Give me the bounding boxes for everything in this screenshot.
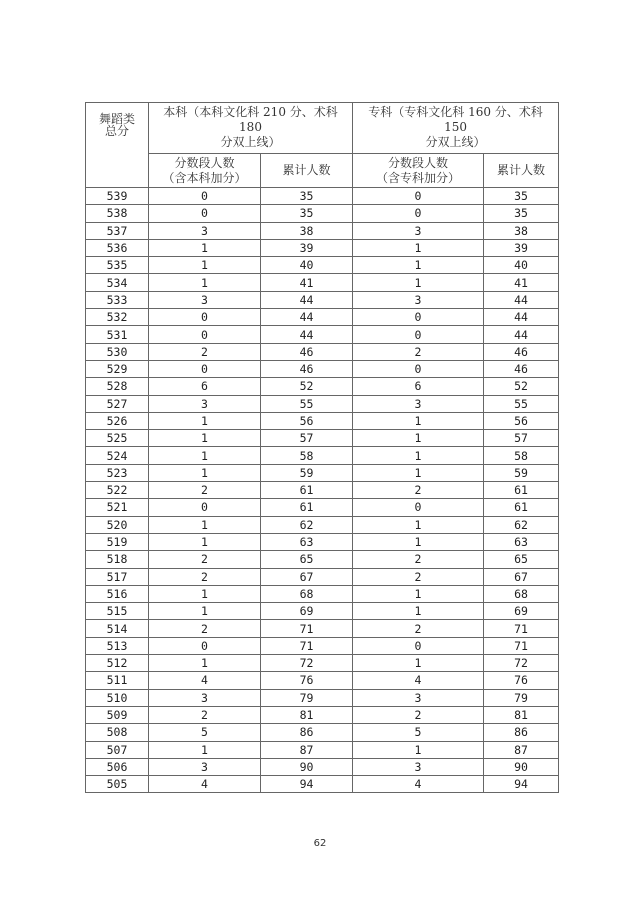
table-row <box>86 758 559 775</box>
junior-count-header <box>353 154 484 188</box>
junior-count-cell: 1 <box>353 257 484 274</box>
junior-count-cell: 1 <box>353 655 484 672</box>
undergrad-count-cell: 1 <box>149 239 261 256</box>
undergrad-count-cell: 1 <box>149 533 261 550</box>
total-score-cell: 510 <box>86 689 149 706</box>
junior-cumulative-cell: 61 <box>484 499 559 516</box>
total-score-cell: 530 <box>86 343 149 360</box>
total-score-cell: 514 <box>86 620 149 637</box>
junior-cumulative-cell: 56 <box>484 412 559 429</box>
undergrad-count-cell: 3 <box>149 758 261 775</box>
undergrad-count-cell: 1 <box>149 430 261 447</box>
total-score-cell: 507 <box>86 741 149 758</box>
undergrad-cumulative-cell: 69 <box>261 603 353 620</box>
total-score-header <box>86 103 149 188</box>
undergrad-count-cell: 1 <box>149 585 261 602</box>
junior-cumulative-header: 累计人数 <box>484 154 559 188</box>
junior-cumulative-cell: 65 <box>484 551 559 568</box>
undergrad-cumulative-cell: 56 <box>261 412 353 429</box>
junior-count-cell: 2 <box>353 620 484 637</box>
junior-cumulative-cell: 67 <box>484 568 559 585</box>
junior-count-cell: 1 <box>353 464 484 481</box>
undergrad-cumulative-cell: 44 <box>261 309 353 326</box>
undergrad-cumulative-cell: 90 <box>261 758 353 775</box>
undergrad-count-cell: 2 <box>149 620 261 637</box>
undergrad-count-cell: 1 <box>149 464 261 481</box>
undergrad-count-cell: 2 <box>149 343 261 360</box>
total-score-cell: 518 <box>86 551 149 568</box>
junior-cumulative-cell: 79 <box>484 689 559 706</box>
junior-cumulative-cell: 71 <box>484 620 559 637</box>
junior-count-cell: 1 <box>353 239 484 256</box>
undergrad-cumulative-cell: 39 <box>261 239 353 256</box>
table-row <box>86 205 559 222</box>
undergrad-cumulative-cell: 46 <box>261 343 353 360</box>
total-score-cell: 531 <box>86 326 149 343</box>
junior-count-cell: 1 <box>353 741 484 758</box>
table-row <box>86 274 559 291</box>
table-row <box>86 239 559 256</box>
junior-count-cell: 1 <box>353 603 484 620</box>
total-score-cell: 519 <box>86 533 149 550</box>
junior-count-cell: 2 <box>353 551 484 568</box>
junior-cumulative-cell: 39 <box>484 239 559 256</box>
junior-cumulative-cell: 40 <box>484 257 559 274</box>
undergrad-cumulative-cell: 68 <box>261 585 353 602</box>
undergrad-cumulative-cell: 62 <box>261 516 353 533</box>
undergrad-count-cell: 1 <box>149 655 261 672</box>
undergrad-count-header-line1: 分数段人数 <box>174 155 235 170</box>
total-score-cell: 539 <box>86 188 149 205</box>
undergrad-cumulative-cell: 61 <box>261 482 353 499</box>
undergrad-cumulative-cell: 67 <box>261 568 353 585</box>
total-score-cell: 534 <box>86 274 149 291</box>
undergrad-group-header <box>149 103 353 154</box>
undergrad-cumulative-cell: 65 <box>261 551 353 568</box>
undergrad-header-line3: 分双上线） <box>220 135 281 149</box>
undergrad-count-cell: 0 <box>149 205 261 222</box>
undergrad-cumulative-cell: 44 <box>261 326 353 343</box>
total-score-cell: 532 <box>86 309 149 326</box>
undergrad-cumulative-cell: 35 <box>261 205 353 222</box>
table-row <box>86 706 559 723</box>
undergrad-count-cell: 2 <box>149 706 261 723</box>
junior-cumulative-cell: 90 <box>484 758 559 775</box>
undergrad-count-cell: 2 <box>149 482 261 499</box>
total-score-cell: 529 <box>86 360 149 377</box>
undergrad-count-cell: 1 <box>149 412 261 429</box>
undergrad-cumulative-cell: 35 <box>261 188 353 205</box>
total-score-cell: 506 <box>86 758 149 775</box>
total-score-cell: 512 <box>86 655 149 672</box>
junior-cumulative-cell: 46 <box>484 343 559 360</box>
junior-count-header-line1: 分数段人数 <box>388 155 449 170</box>
junior-count-cell: 2 <box>353 343 484 360</box>
table-row <box>86 447 559 464</box>
junior-cumulative-cell: 41 <box>484 274 559 291</box>
junior-cumulative-cell: 58 <box>484 447 559 464</box>
undergrad-header-line1: 本科（本科文化科 210 分、术科 <box>163 105 338 119</box>
total-score-cell: 508 <box>86 724 149 741</box>
junior-cumulative-cell: 71 <box>484 637 559 654</box>
junior-cumulative-cell: 81 <box>484 706 559 723</box>
junior-count-cell: 1 <box>353 430 484 447</box>
undergrad-cumulative-cell: 79 <box>261 689 353 706</box>
table-row <box>86 464 559 481</box>
junior-count-header-line2: （含专科加分） <box>376 170 461 185</box>
undergrad-cumulative-cell: 59 <box>261 464 353 481</box>
undergrad-cumulative-cell: 41 <box>261 274 353 291</box>
table-row <box>86 741 559 758</box>
junior-cumulative-cell: 59 <box>484 464 559 481</box>
junior-cumulative-cell: 35 <box>484 205 559 222</box>
junior-count-cell: 0 <box>353 309 484 326</box>
undergrad-count-cell: 3 <box>149 395 261 412</box>
junior-count-cell: 4 <box>353 672 484 689</box>
undergrad-cumulative-cell: 57 <box>261 430 353 447</box>
undergrad-cumulative-cell: 71 <box>261 637 353 654</box>
junior-cumulative-cell: 69 <box>484 603 559 620</box>
undergrad-count-header-line2: （含本科加分） <box>162 170 247 185</box>
junior-cumulative-cell: 52 <box>484 378 559 395</box>
table-row <box>86 585 559 602</box>
junior-count-cell: 0 <box>353 360 484 377</box>
junior-cumulative-cell: 44 <box>484 291 559 308</box>
junior-cumulative-cell: 87 <box>484 741 559 758</box>
junior-count-cell: 3 <box>353 758 484 775</box>
junior-count-cell: 6 <box>353 378 484 395</box>
total-score-cell: 536 <box>86 239 149 256</box>
table-row <box>86 568 559 585</box>
junior-count-cell: 0 <box>353 499 484 516</box>
junior-cumulative-cell: 76 <box>484 672 559 689</box>
total-score-header-line2: 总分 <box>104 124 129 138</box>
junior-count-cell: 3 <box>353 395 484 412</box>
undergrad-cumulative-cell: 63 <box>261 533 353 550</box>
table-row <box>86 724 559 741</box>
total-score-cell: 516 <box>86 585 149 602</box>
junior-cumulative-cell: 61 <box>484 482 559 499</box>
total-score-cell: 537 <box>86 222 149 239</box>
total-score-cell: 524 <box>86 447 149 464</box>
undergrad-count-cell: 4 <box>149 672 261 689</box>
undergrad-cumulative-cell: 71 <box>261 620 353 637</box>
undergrad-cumulative-cell: 58 <box>261 447 353 464</box>
junior-cumulative-cell: 68 <box>484 585 559 602</box>
total-score-cell: 538 <box>86 205 149 222</box>
junior-cumulative-cell: 55 <box>484 395 559 412</box>
total-score-cell: 515 <box>86 603 149 620</box>
junior-header-line1: 专科（专科文化科 160 分、术科 <box>368 105 543 119</box>
junior-count-cell: 0 <box>353 326 484 343</box>
table-row <box>86 620 559 637</box>
undergrad-count-cell: 5 <box>149 724 261 741</box>
undergrad-cumulative-cell: 40 <box>261 257 353 274</box>
undergrad-count-cell: 1 <box>149 603 261 620</box>
junior-count-cell: 4 <box>353 776 484 793</box>
total-score-header-line1: 舞蹈类 <box>98 112 135 126</box>
table-row <box>86 482 559 499</box>
table-row <box>86 291 559 308</box>
undergrad-count-cell: 1 <box>149 447 261 464</box>
undergrad-cumulative-cell: 72 <box>261 655 353 672</box>
undergrad-count-cell: 0 <box>149 637 261 654</box>
table-row <box>86 257 559 274</box>
total-score-cell: 511 <box>86 672 149 689</box>
table-row <box>86 378 559 395</box>
total-score-cell: 521 <box>86 499 149 516</box>
total-score-cell: 523 <box>86 464 149 481</box>
undergrad-count-cell: 2 <box>149 568 261 585</box>
junior-count-cell: 3 <box>353 222 484 239</box>
junior-cumulative-cell: 62 <box>484 516 559 533</box>
table-row <box>86 343 559 360</box>
total-score-cell: 526 <box>86 412 149 429</box>
junior-cumulative-cell: 72 <box>484 655 559 672</box>
total-score-cell: 535 <box>86 257 149 274</box>
undergrad-cumulative-cell: 44 <box>261 291 353 308</box>
table-row <box>86 516 559 533</box>
table-row <box>86 689 559 706</box>
junior-cumulative-cell: 44 <box>484 309 559 326</box>
undergrad-cumulative-header: 累计人数 <box>261 154 353 188</box>
undergrad-count-cell: 1 <box>149 274 261 291</box>
junior-count-cell: 1 <box>353 533 484 550</box>
undergrad-header-line2: 180 <box>239 120 262 134</box>
junior-count-cell: 1 <box>353 447 484 464</box>
undergrad-count-cell: 4 <box>149 776 261 793</box>
undergrad-cumulative-cell: 46 <box>261 360 353 377</box>
junior-cumulative-cell: 35 <box>484 188 559 205</box>
junior-count-cell: 1 <box>353 412 484 429</box>
junior-count-cell: 1 <box>353 274 484 291</box>
junior-cumulative-cell: 57 <box>484 430 559 447</box>
undergrad-count-cell: 1 <box>149 257 261 274</box>
table-row <box>86 430 559 447</box>
undergrad-count-cell: 3 <box>149 689 261 706</box>
total-score-cell: 513 <box>86 637 149 654</box>
undergrad-count-cell: 1 <box>149 741 261 758</box>
undergrad-cumulative-cell: 94 <box>261 776 353 793</box>
junior-cumulative-cell: 44 <box>484 326 559 343</box>
junior-header-line3: 分双上线） <box>425 135 486 149</box>
table-row <box>86 533 559 550</box>
junior-count-cell: 1 <box>353 585 484 602</box>
table-body <box>86 188 559 793</box>
junior-count-cell: 1 <box>353 516 484 533</box>
junior-count-cell: 3 <box>353 291 484 308</box>
undergrad-count-cell: 3 <box>149 222 261 239</box>
total-score-cell: 528 <box>86 378 149 395</box>
total-score-cell: 533 <box>86 291 149 308</box>
table-row <box>86 395 559 412</box>
total-score-cell: 522 <box>86 482 149 499</box>
junior-count-cell: 0 <box>353 637 484 654</box>
junior-header-line2: 150 <box>444 120 467 134</box>
table-row <box>86 499 559 516</box>
undergrad-count-cell: 0 <box>149 309 261 326</box>
table-row <box>86 222 559 239</box>
table-row <box>86 326 559 343</box>
undergrad-count-cell: 0 <box>149 360 261 377</box>
table-row <box>86 188 559 205</box>
undergrad-cumulative-cell: 87 <box>261 741 353 758</box>
table-row <box>86 309 559 326</box>
junior-count-cell: 2 <box>353 706 484 723</box>
junior-cumulative-cell: 38 <box>484 222 559 239</box>
page-number: 62 <box>313 838 327 849</box>
undergrad-cumulative-cell: 52 <box>261 378 353 395</box>
table-row <box>86 551 559 568</box>
table-row <box>86 637 559 654</box>
table-row <box>86 412 559 429</box>
undergrad-cumulative-cell: 61 <box>261 499 353 516</box>
total-score-cell: 505 <box>86 776 149 793</box>
junior-count-cell: 5 <box>353 724 484 741</box>
junior-college-group-header <box>353 103 559 154</box>
junior-cumulative-cell: 46 <box>484 360 559 377</box>
undergrad-count-cell: 6 <box>149 378 261 395</box>
undergrad-cumulative-cell: 76 <box>261 672 353 689</box>
junior-count-cell: 2 <box>353 482 484 499</box>
undergrad-count-cell: 3 <box>149 291 261 308</box>
undergrad-count-cell: 0 <box>149 499 261 516</box>
total-score-cell: 527 <box>86 395 149 412</box>
junior-cumulative-cell: 86 <box>484 724 559 741</box>
junior-count-cell: 0 <box>353 188 484 205</box>
junior-count-cell: 3 <box>353 689 484 706</box>
table-row <box>86 655 559 672</box>
table-row <box>86 672 559 689</box>
score-distribution-table <box>85 102 559 793</box>
total-score-cell: 520 <box>86 516 149 533</box>
total-score-cell: 525 <box>86 430 149 447</box>
total-score-cell: 517 <box>86 568 149 585</box>
undergrad-cumulative-cell: 86 <box>261 724 353 741</box>
junior-cumulative-cell: 63 <box>484 533 559 550</box>
undergrad-count-cell: 2 <box>149 551 261 568</box>
total-score-cell: 509 <box>86 706 149 723</box>
undergrad-cumulative-cell: 38 <box>261 222 353 239</box>
undergrad-count-header <box>149 154 261 188</box>
junior-count-cell: 2 <box>353 568 484 585</box>
table-row <box>86 603 559 620</box>
undergrad-count-cell: 0 <box>149 188 261 205</box>
junior-count-cell: 0 <box>353 205 484 222</box>
undergrad-cumulative-cell: 81 <box>261 706 353 723</box>
undergrad-cumulative-cell: 55 <box>261 395 353 412</box>
table-row <box>86 776 559 793</box>
undergrad-count-cell: 0 <box>149 326 261 343</box>
undergrad-count-cell: 1 <box>149 516 261 533</box>
junior-cumulative-cell: 94 <box>484 776 559 793</box>
table-row <box>86 360 559 377</box>
